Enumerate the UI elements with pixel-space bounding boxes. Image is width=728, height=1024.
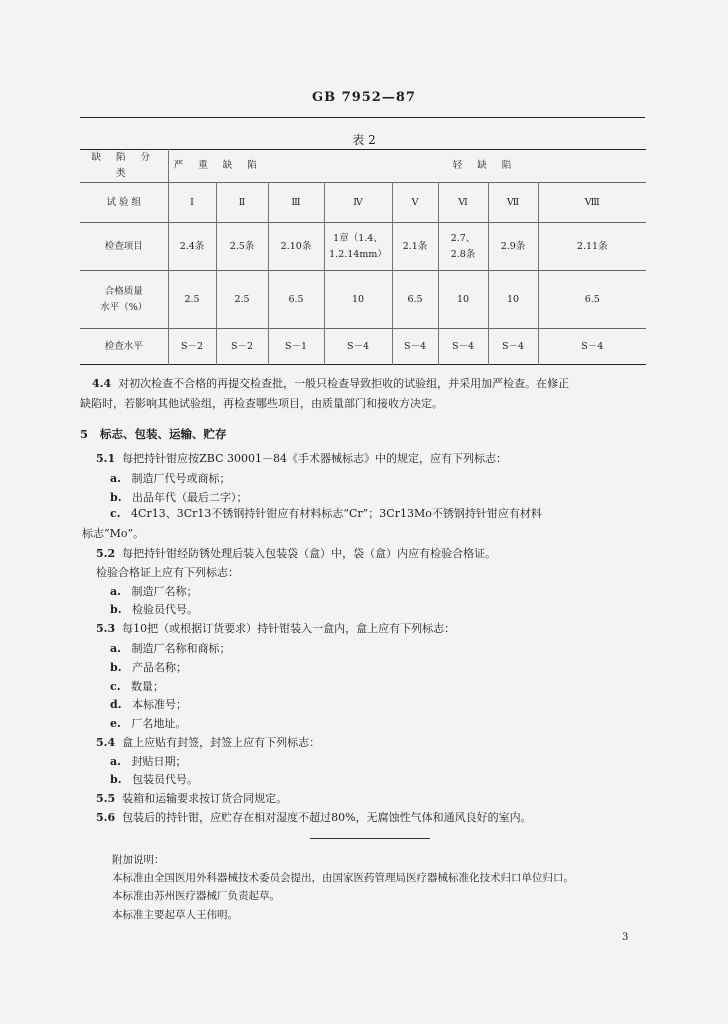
list-item: c. 4Cr13、3Cr13不锈钢持针钳应有材料标志“Cr”；3Cr13Mo不锈钢持针钳应有材料	[110, 507, 542, 520]
defect-class-header: 缺 陷 分 类	[91, 152, 157, 179]
page-number: 3	[622, 932, 629, 943]
clause-5-4: 5.4 盒上应贴有封签，封签上应有下列标志：	[96, 736, 321, 749]
list-item: b. 出品年代（最后二字）；	[110, 491, 248, 504]
clause-5-1: 5.1 每把持针钳应按ZBC 30001－84《手术器械标志》中的规定，应有下列标志：	[96, 452, 507, 465]
clause-5-6: 5.6 包装后的持针钳，应贮存在相对湿度不超过80%，无腐蚀性气体和通风良好的室内。	[96, 811, 532, 824]
list-item-cont: 标志“Mo”。	[82, 527, 145, 540]
notes-line: 本标准由苏州医疗器械厂负责起草。	[112, 890, 280, 902]
table-header-row	[80, 150, 646, 183]
table-row: 检查项目 2.4条 2.5条 2.10条 1章（1.4、 1.2.14mm） 2.1条 2.7、 2.8条 2.9条 2.11条	[80, 223, 646, 271]
inspection-table	[80, 149, 646, 365]
list-item: c. 数量；	[110, 680, 165, 693]
list-item: a. 制造厂名称和商标；	[110, 642, 231, 655]
clause-5-3: 5.3 每10把（或根据订货要求）持针钳装入一盒内，盒上应有下列标志：	[96, 622, 456, 635]
table-row: 合格质量 水平（%） 2.5 2.5 6.5 10 6.5 10 10 6.5	[80, 271, 646, 329]
minor-defect-header: 轻 缺 陷	[452, 160, 518, 171]
header-rule	[80, 117, 645, 118]
table-row: 试 验 组 Ⅰ Ⅱ Ⅲ Ⅳ Ⅴ Ⅵ Ⅶ Ⅷ	[80, 183, 646, 223]
list-item: a. 封贴日期；	[110, 755, 187, 768]
clause-4-4: 4.4 对初次检查不合格的再提交检查批，一般只检查导致拒收的试验组，并采用加严检查。在修正	[92, 377, 570, 390]
table-row: 检查水平 S－2 S－2 S－1 S－4 S－4 S－4 S－4 S－4	[80, 329, 646, 365]
list-item: b. 包装员代号。	[110, 773, 199, 786]
clause-5-2: 5.2 每把持针钳经防锈处理后装入包装袋（盒）中，袋（盒）内应有检验合格证。	[96, 547, 497, 560]
notes-line: 本标准主要起草人王伟明。	[112, 909, 238, 921]
serious-defect-header: 严 重 缺 陷	[168, 150, 268, 183]
notes-title: 附加说明：	[112, 854, 165, 866]
clause-5-2-sub: 检验合格证上应有下列标志：	[96, 566, 239, 579]
notes-line: 本标准由全国医用外科器械技术委员会提出，由国家医药管理局医疗器械标准化技术归口单位归口。	[112, 872, 574, 884]
clause-5-5: 5.5 装箱和运输要求按订货合同规定。	[96, 792, 288, 805]
table-caption: 表 2	[352, 133, 376, 147]
section-5-title: 5 标志、包装、运输、贮存	[80, 427, 227, 441]
notes-divider	[310, 838, 430, 839]
list-item: b. 产品名称；	[110, 661, 188, 674]
clause-4-4-cont: 缺陷时，若影响其他试验组，再检查哪些项目，由质量部门和接收方决定。	[80, 397, 443, 410]
standard-number-header: GB 7952—87	[312, 90, 416, 105]
list-item: a. 制造厂代号或商标；	[110, 472, 231, 485]
list-item: e. 厂名地址。	[110, 717, 187, 730]
list-item: d. 本标准号；	[110, 698, 188, 711]
list-item: a. 制造厂名称；	[110, 585, 198, 598]
list-item: b. 检验员代号。	[110, 603, 199, 616]
